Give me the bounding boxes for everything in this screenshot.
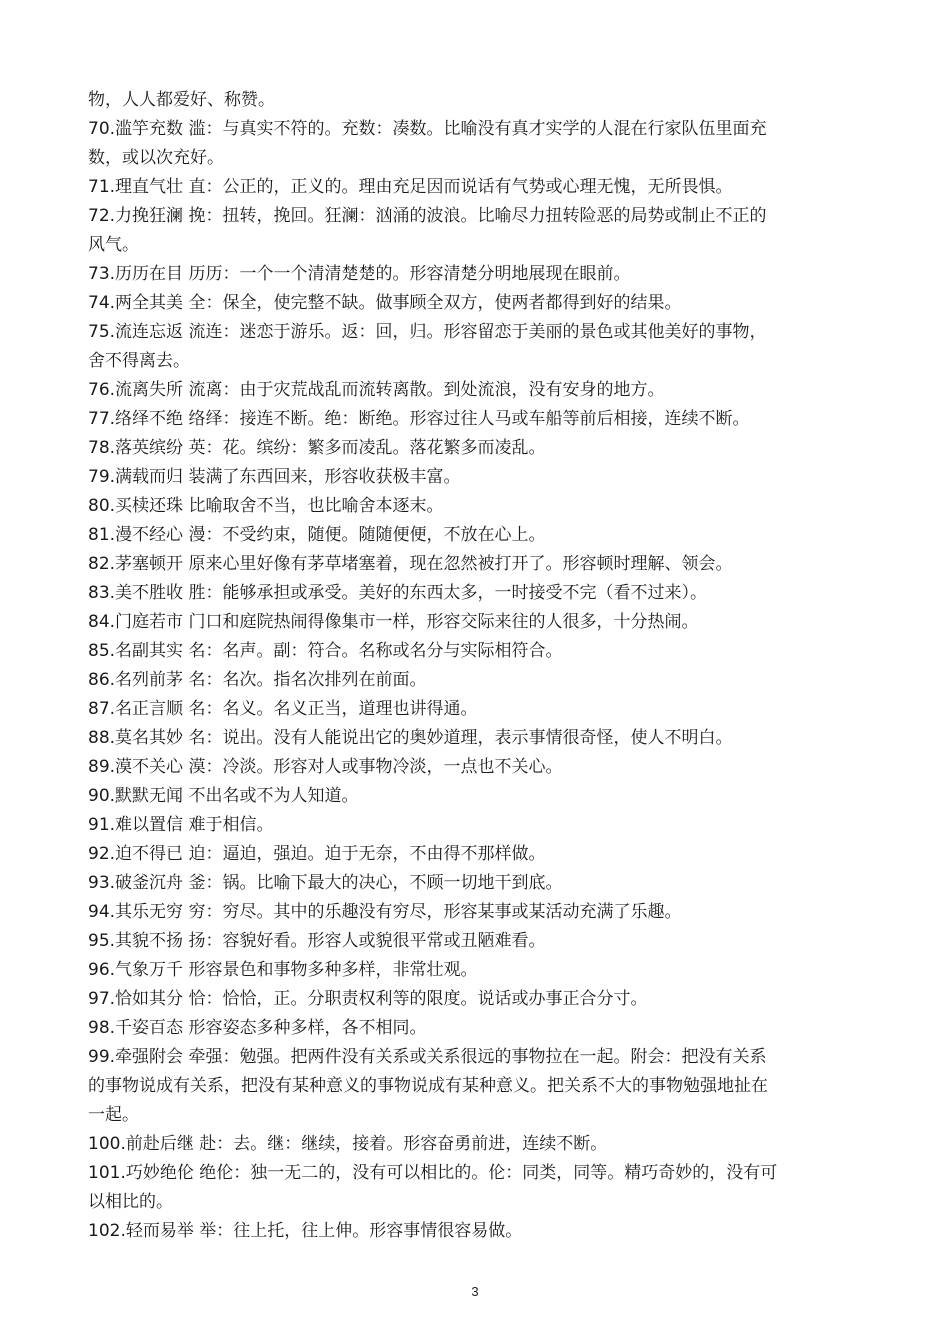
text-line: 94.其乐无穷 穷：穷尽。其中的乐趣没有穷尽，形容某事或某活动充满了乐趣。	[88, 902, 682, 922]
text-line: 99.牵强附会 牵强：勉强。把两件没有关系或关系很远的事物拉在一起。附会：把没有关系	[88, 1047, 767, 1067]
text-line: 87.名正言顺 名：名义。名义正当，道理也讲得通。	[88, 699, 478, 719]
text-line: 物，人人都爱好、称赞。	[88, 90, 275, 110]
text-line: 101.巧妙绝伦 绝伦：独一无二的，没有可以相比的。伦：同类，同等。精巧奇妙的，没有可	[88, 1163, 778, 1183]
text-line: 一起。	[88, 1105, 139, 1125]
text-line: 95.其貌不扬 扬：容貌好看。形容人或貌很平常或丑陋难看。	[88, 931, 546, 951]
text-line: 97.恰如其分 恰：恰恰，正。分职责权利等的限度。说话或办事正合分寸。	[88, 989, 648, 1009]
document-body	[88, 86, 864, 1246]
text-line: 90.默默无闻 不出名或不为人知道。	[88, 786, 359, 806]
page-number: 3	[471, 1284, 479, 1299]
text-line: 86.名列前茅 名：名次。指名次排列在前面。	[88, 670, 427, 690]
text-line: 74.两全其美 全：保全，使完整不缺。做事顾全双方，使两者都得到好的结果。	[88, 293, 682, 313]
text-line: 80.买椟还珠 比喻取舍不当，也比喻舍本逐末。	[88, 496, 444, 516]
text-line: 83.美不胜收 胜：能够承担或承受。美好的东西太多，一时接受不完（看不过来）。	[88, 583, 707, 603]
text-line: 76.流离失所 流离：由于灾荒战乱而流转离散。到处流浪，没有安身的地方。	[88, 380, 665, 400]
text-line: 72.力挽狂澜 挽：扭转，挽回。狂澜：汹涌的波浪。比喻尽力扭转险恶的局势或制止不正的	[88, 206, 767, 226]
text-line: 风气。	[88, 235, 139, 255]
text-line: 数，或以次充好。	[88, 148, 224, 168]
text-line: 79.满载而归 装满了东西回来，形容收获极丰富。	[88, 467, 461, 487]
text-line: 71.理直气壮 直：公正的，正义的。理由充足因而说话有气势或心理无愧，无所畏惧。	[88, 177, 733, 197]
text-line: 77.络绎不绝 络绎：接连不断。绝：断绝。形容过往人马或车船等前后相接，连续不断。	[88, 409, 750, 429]
text-line: 84.门庭若市 门口和庭院热闹得像集市一样，形容交际来往的人很多，十分热闹。	[88, 612, 699, 632]
text-line: 舍不得离去。	[88, 351, 190, 371]
text-line: 91.难以置信 难于相信。	[88, 815, 274, 835]
text-line: 85.名副其实 名：名声。副：符合。名称或名分与实际相符合。	[88, 641, 563, 661]
text-line: 92.迫不得已 迫：逼迫，强迫。迫于无奈，不由得不那样做。	[88, 844, 546, 864]
text-line: 的事物说成有关系，把没有某种意义的事物说成有某种意义。把关系不大的事物勉强地扯在	[88, 1076, 768, 1096]
text-line: 75.流连忘返 流连：迷恋于游乐。返：回，归。形容留恋于美丽的景色或其他美好的事物，	[88, 322, 767, 342]
text-line: 88.莫名其妙 名：说出。没有人能说出它的奥妙道理，表示事情很奇怪，使人不明白。	[88, 728, 733, 748]
text-line: 96.气象万千 形容景色和事物多种多样，非常壮观。	[88, 960, 478, 980]
text-line: 78.落英缤纷 英：花。缤纷：繁多而凌乱。落花繁多而凌乱。	[88, 438, 546, 458]
text-line: 73.历历在目 历历：一个一个清清楚楚的。形容清楚分明地展现在眼前。	[88, 264, 631, 284]
text-line: 以相比的。	[88, 1192, 173, 1212]
text-line: 81.漫不经心 漫：不受约束，随便。随随便便，不放在心上。	[88, 525, 546, 545]
text-line: 89.漠不关心 漠：冷淡。形容对人或事物冷淡，一点也不关心。	[88, 757, 563, 777]
text-line: 93.破釜沉舟 釜：锅。比喻下最大的决心，不顾一切地干到底。	[88, 873, 563, 893]
text-line: 100.前赴后继 赴：去。继：继续，接着。形容奋勇前进，连续不断。	[88, 1134, 608, 1154]
text-line: 70.滥竽充数 滥：与真实不符的。充数：凑数。比喻没有真才实学的人混在行家队伍里面充	[88, 119, 767, 139]
text-line: 82.茅塞顿开 原来心里好像有茅草堵塞着，现在忽然被打开了。形容顿时理解、领会。	[88, 554, 733, 574]
text-line: 98.千姿百态 形容姿态多种多样，各不相同。	[88, 1018, 427, 1038]
text-line: 102.轻而易举 举：往上托，往上伸。形容事情很容易做。	[88, 1221, 523, 1241]
